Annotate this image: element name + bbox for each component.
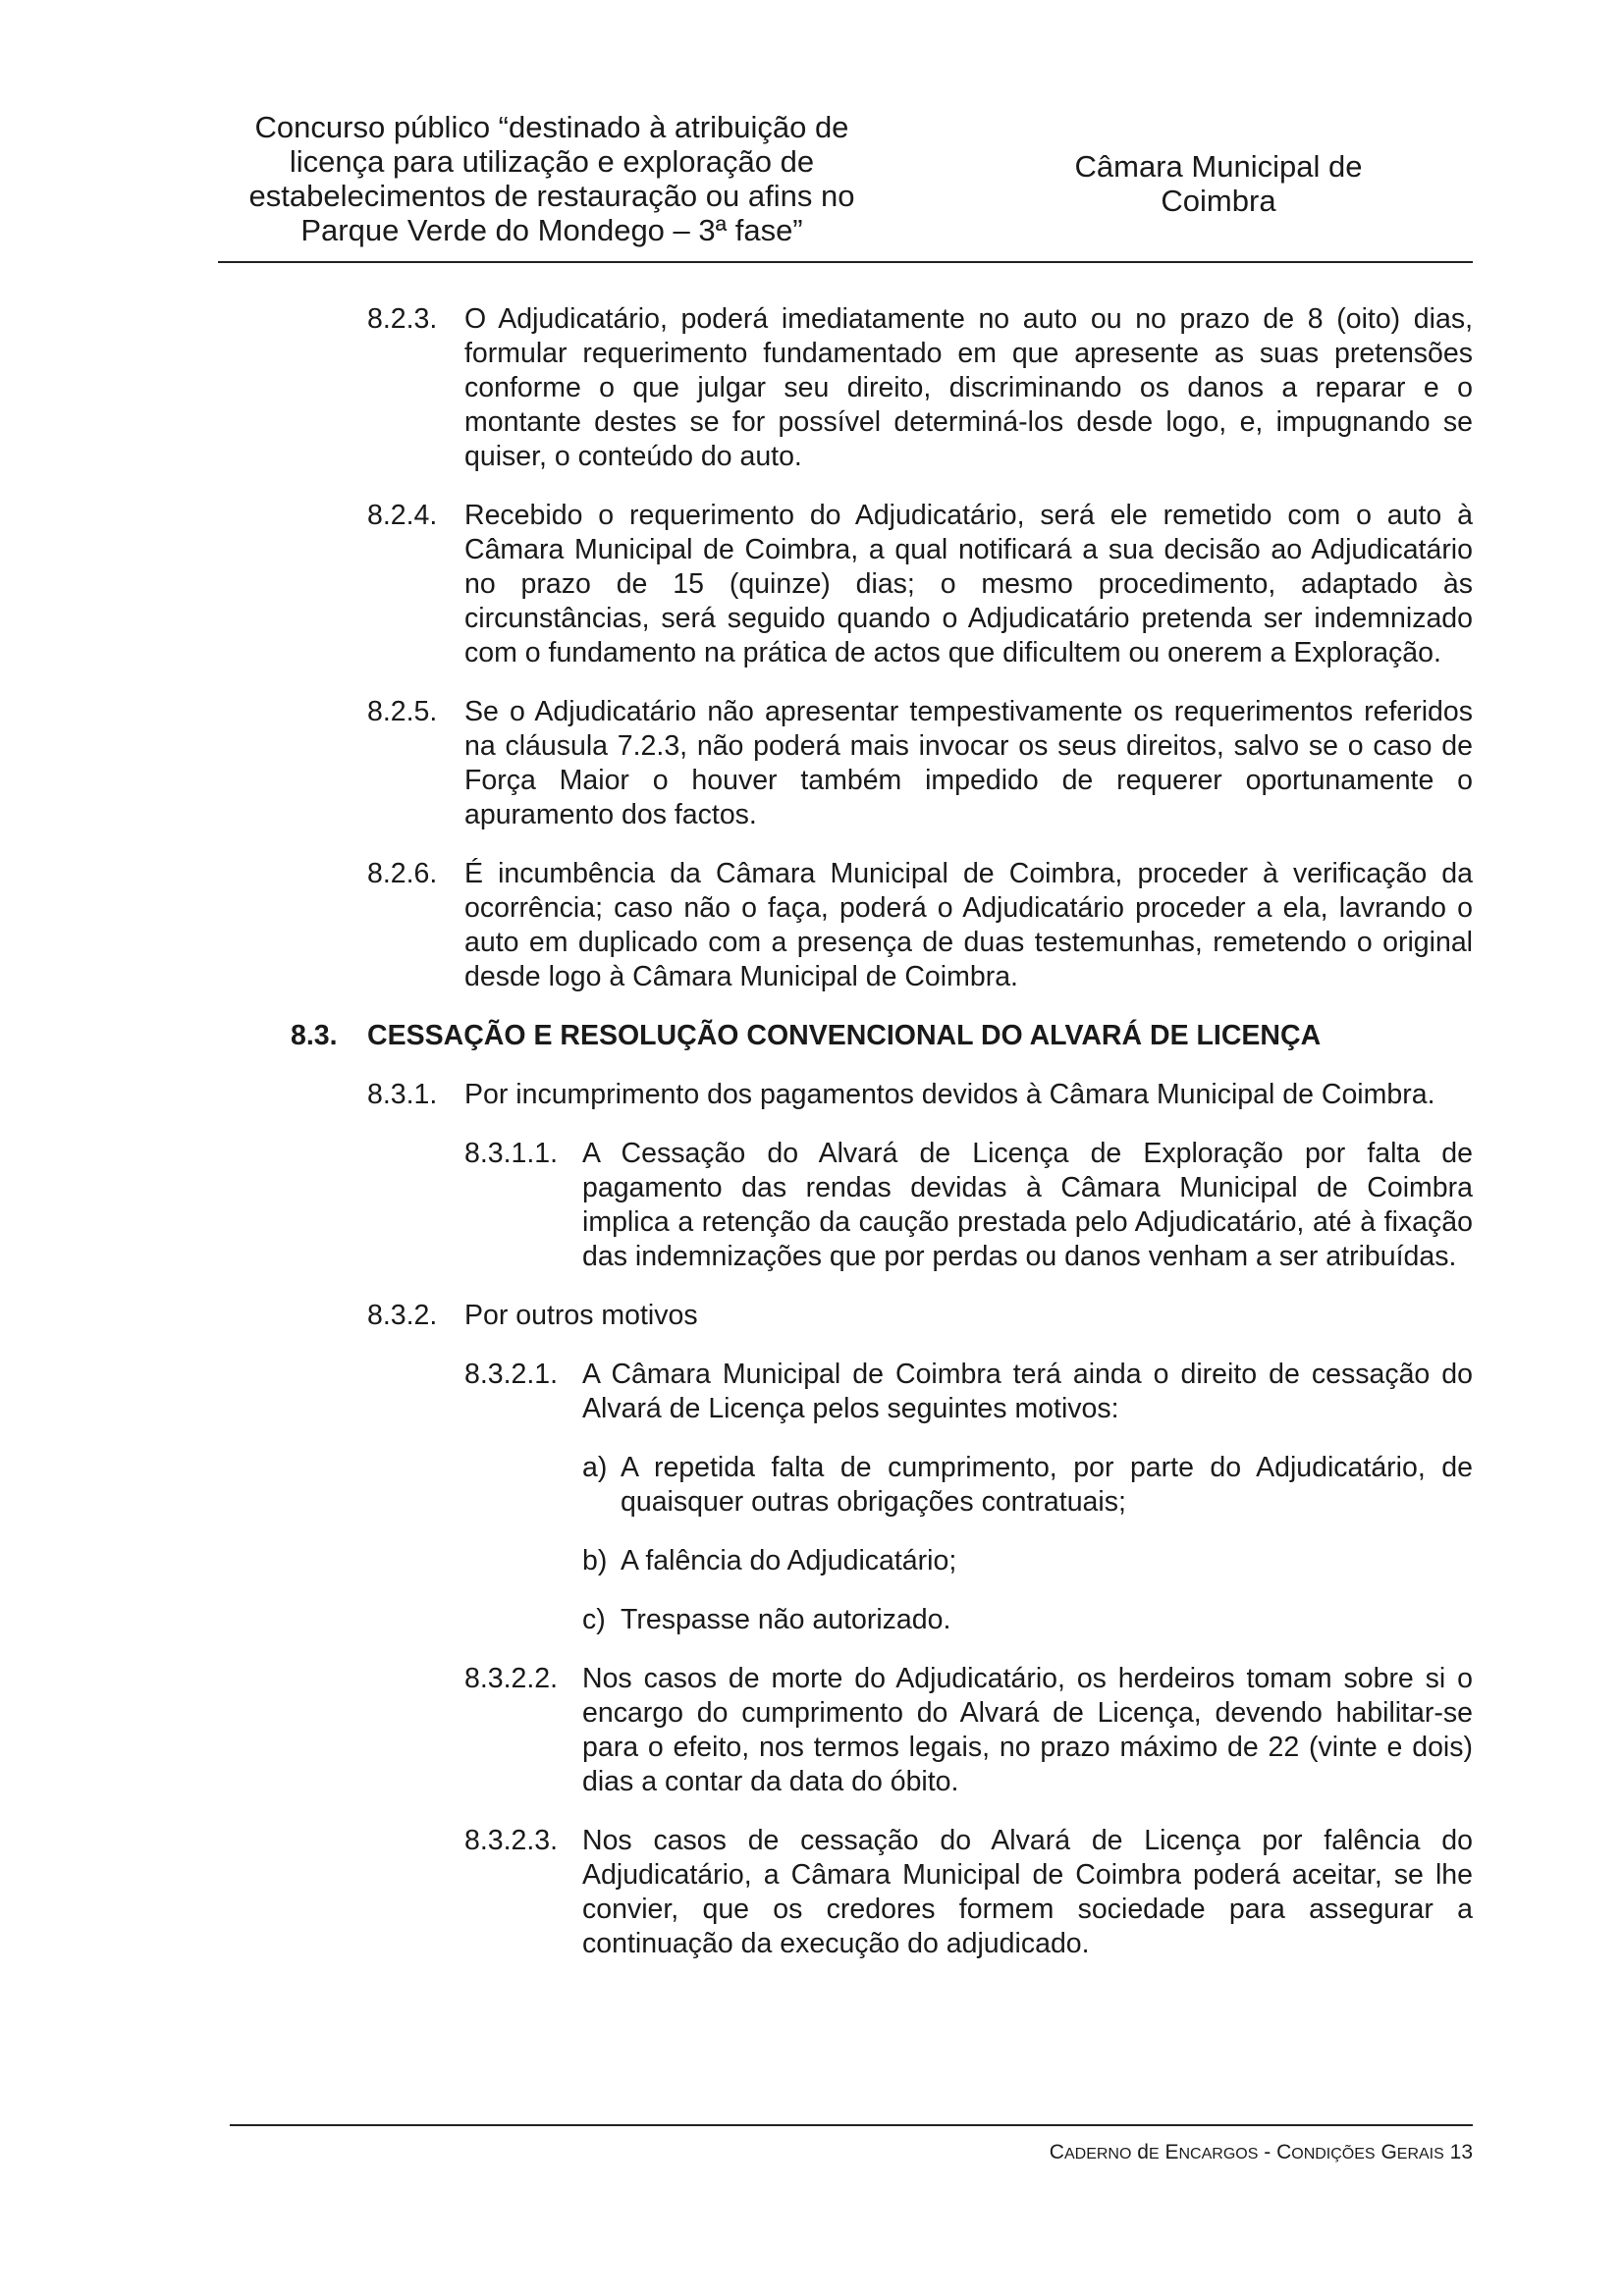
motive-letter: a) [582,1452,608,1483]
clause-number: 8.3.2.3. [464,1825,559,1856]
clause-8-3-2 [0,1299,1623,1333]
footer-divider [230,2124,1473,2126]
clause-number: 8.2.4. [367,500,438,531]
clause-8-2-3 [0,302,1623,474]
footer-title-initial: E [1164,2141,1179,2163]
contest-title-line: Parque Verde do Mondego – 3ª fase” [300,213,803,247]
clause-number: 8.3.2.1. [464,1359,559,1390]
clause-8-2-4 [0,499,1623,670]
clause-number: 8.3.2.2. [464,1663,559,1694]
footer-title-rest: ERAIS [1396,2146,1444,2163]
clause-text: É incumbência da Câmara Municipal de Coimbra, proceder à verificação da ocorrência; caso não o faça, poderá o Adjudicatário proceder a ela, lavrando o auto em duplicado com a presença de duas testemunhas, remetendo o original desde logo à Câmara Municipal de Coimbra. [464,858,1473,992]
motive-item-c [0,1603,1623,1637]
page-header [218,110,1473,262]
footer-title-rest: E [1148,2146,1160,2163]
clause-text: Por incumprimento dos pagamentos devidos à Câmara Municipal de Coimbra. [464,1079,1435,1110]
clause-text: Nos casos de cessação do Alvará de Licença por falência do Adjudicatário, a Câmara Municipal de Coimbra poderá aceitar, se lhe convier, que os credores formem sociedade para assegurar a continuação da execução do adjudicado. [582,1825,1473,1959]
footer-title: CADERNO dE ENCARGOS - CONDIÇÕES GERAIS [1049,2141,1444,2163]
clause-number: 8.2.6. [367,858,438,889]
footer-title-rest: ONDIÇÕES [1291,2146,1376,2163]
footer-title-rest: ADERNO [1063,2146,1132,2163]
clause-8-3-2-3 [0,1824,1623,1961]
contest-title-line: Concurso público “destinado à atribuição de [254,110,849,144]
clause-text: A Câmara Municipal de Coimbra terá ainda o direito de cessação do Alvará de Licença pelos seguintes motivos: [582,1359,1473,1424]
footer-title-initial: d [1137,2141,1149,2163]
clause-number: 8.3.1.1. [464,1138,559,1169]
contest-title [218,110,886,247]
section-heading-8-3 [0,1019,1623,1053]
clause-number: 8.2.3. [367,303,438,335]
organization-name-line: Câmara Municipal de [1074,149,1363,184]
motive-item-a [0,1451,1623,1520]
page-footer [1050,2140,1473,2167]
clause-8-2-5 [0,695,1623,832]
footer-title-initial: C [1276,2141,1292,2163]
document-body [0,302,1623,1986]
motive-letter: b) [582,1545,608,1576]
clause-8-3-2-2 [0,1662,1623,1799]
contest-title-line: licença para utilização e exploração de [289,144,815,179]
clause-8-3-1-1 [0,1137,1623,1274]
footer-title-rest: NCARGOS [1178,2146,1259,2163]
clause-number: 8.2.5. [367,696,438,727]
motive-text: A repetida falta de cumprimento, por parte do Adjudicatário, de quaisquer outras obrigações contratuais; [621,1452,1473,1518]
motive-text: A falência do Adjudicatário; [621,1545,957,1576]
header-divider [218,261,1473,263]
clause-number: 8.3.1. [367,1079,438,1110]
clause-text: Por outros motivos [464,1300,698,1331]
motive-letter: c) [582,1604,606,1635]
clause-8-2-6 [0,857,1623,994]
clause-text: Se o Adjudicatário não apresentar tempestivamente os requerimentos referidos na cláusula 7.2.3, não poderá mais invocar os seus direitos, salvo se o caso de Força Maior o houver também impedido de requerer oportunamente o apuramento dos factos. [464,696,1473,830]
clause-text: A Cessação do Alvará de Licença de Exploração por falta de pagamento das rendas devidas à Câmara Municipal de Coimbra implica a retenção da caução prestada pelo Adjudicatário, até à fixação das indemnizações que por perdas ou danos venham a ser atribuídas. [582,1138,1473,1272]
page-number: 13 [1449,2141,1473,2163]
organization-name-line: Coimbra [1161,184,1276,218]
organization-name [964,149,1473,218]
footer-title-initial: C [1049,2141,1064,2163]
section-title: CESSAÇÃO E RESOLUÇÃO CONVENCIONAL DO ALVARÁ DE LICENÇA [367,1020,1322,1051]
motive-item-b [0,1544,1623,1578]
clause-text: Recebido o requerimento do Adjudicatário, será ele remetido com o auto à Câmara Municipal de Coimbra, a qual notificará a sua decisão ao Adjudicatário no prazo de 15 (quinze) dias; o mesmo procedimento, adaptado às circunstâncias, será seguido quando o Adjudicatário pretenda ser indemnizado com o fundamento na prática de actos que dificultem ou onerem a Exploração. [464,500,1473,668]
clause-8-3-2-1 [0,1358,1623,1426]
clause-text: O Adjudicatário, poderá imediatamente no auto ou no prazo de 8 (oito) dias, formular requerimento fundamentado em que apresente as suas pretensões conforme o que julgar seu direito, discriminando os danos a reparar e o montante destes se for possível determiná-los desde logo, e, impugnando se quiser, o conteúdo do auto. [464,303,1473,472]
footer-title-initial: G [1380,2141,1397,2163]
clause-8-3-1 [0,1078,1623,1112]
section-number: 8.3. [291,1020,338,1051]
contest-title-line: estabelecimentos de restauração ou afins no [248,179,855,213]
clause-number: 8.3.2. [367,1300,438,1331]
motive-text: Trespasse não autorizado. [621,1604,951,1635]
clause-text: Nos casos de morte do Adjudicatário, os herdeiros tomam sobre si o encargo do cumprimento do Alvará de Licença, devendo habilitar-se para o efeito, nos termos legais, no prazo máximo de 22 (vinte e dois) dias a contar da data do óbito. [582,1663,1473,1797]
